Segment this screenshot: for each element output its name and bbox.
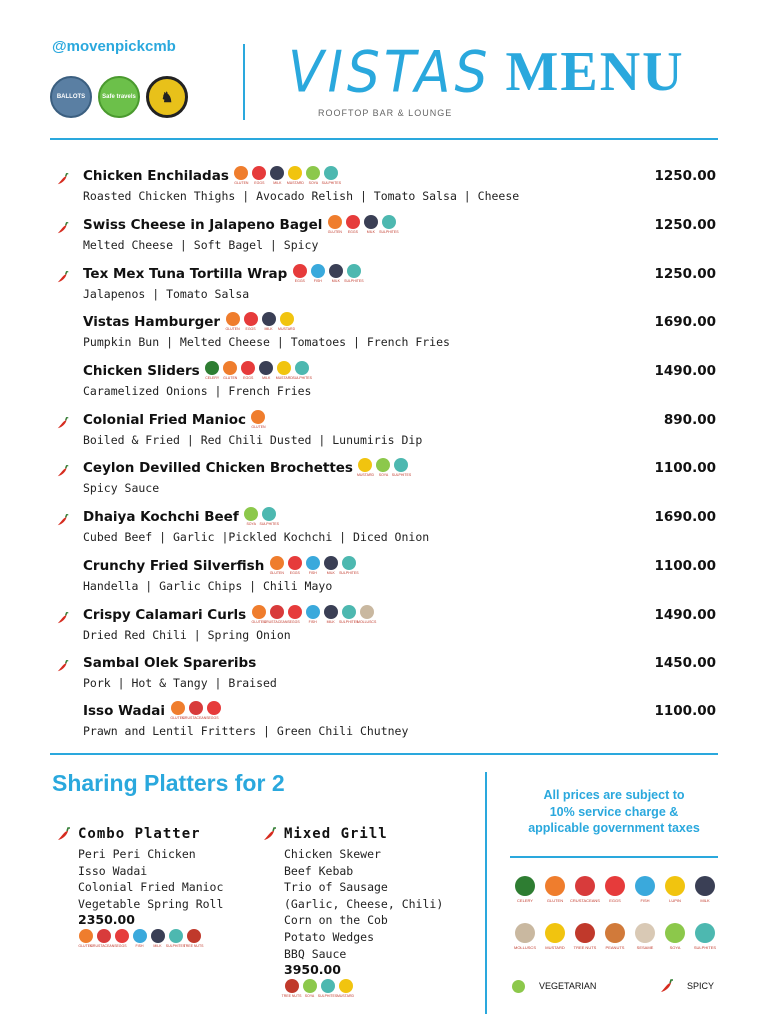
gluten-allergen-icon: GLUTEN <box>251 410 266 429</box>
mollusc-legend-icon: MOLLUSCS <box>510 923 540 950</box>
allergen-icons <box>244 507 277 526</box>
platter-name <box>56 826 223 842</box>
soya-allergen-icon: SOYA <box>376 458 391 477</box>
gluten-allergen-icon: GLUTEN <box>269 556 284 575</box>
menu-item-name: Sambal Olek Spareribs <box>83 655 257 671</box>
menu-item-price: 890.00 <box>663 412 716 428</box>
menu-item-name: Isso Wadai GLUTEN CRUSTACEANS EGGS <box>83 703 221 720</box>
sulphites-allergen-icon: SULPHITES <box>346 264 361 283</box>
badges <box>50 76 188 118</box>
header-rule <box>50 138 718 140</box>
gluten-legend-icon: GLUTEN <box>540 876 570 903</box>
crust-legend-icon: CRUSTACEANS <box>570 876 600 903</box>
notice-line: All prices are subject to <box>543 788 685 802</box>
menu-item <box>50 168 718 214</box>
menu-item-description: Pork | Hot & Tangy | Braised <box>83 676 277 690</box>
brand-title <box>288 40 685 104</box>
platter-item: Colonial Fried Manioc <box>78 880 224 895</box>
mustard-allergen-icon: MUSTARD <box>288 166 303 185</box>
menu-item-price: 1250.00 <box>654 217 716 233</box>
spicy-label: SPICY <box>686 981 714 991</box>
treenuts-legend-icon: TREE NUTS <box>570 923 600 950</box>
milk-allergen-icon: MILK <box>323 556 338 575</box>
menu-item <box>50 655 718 701</box>
brand-menu: MENU <box>505 41 685 103</box>
platter-allergens <box>281 979 443 999</box>
menu-item <box>50 217 718 263</box>
fish-legend-icon: FISH <box>630 876 660 903</box>
sharing-divider <box>485 772 487 1014</box>
seal-badge: ♞ <box>146 76 188 118</box>
chili-icon <box>56 416 70 430</box>
platter-allergens <box>78 929 223 948</box>
milk-allergen-icon: MILK <box>270 166 285 185</box>
fish-allergen-icon: FISH <box>305 605 320 624</box>
lupin-legend-icon: LUPIN <box>660 876 690 903</box>
menu-item-price: 1100.00 <box>654 703 716 719</box>
soya-allergen-icon: SOYA <box>244 507 259 526</box>
sesame-legend-icon: SESAME <box>630 923 660 950</box>
allergen-legend <box>510 876 720 950</box>
sulphites-allergen-icon: SULPHITES <box>320 979 335 998</box>
mustard-allergen-icon: MUSTARD <box>358 458 373 477</box>
spicy-legend <box>659 978 718 994</box>
crust-allergen-icon: CRUSTACEANS <box>188 701 203 720</box>
eggs-allergen-icon: EGGS <box>252 166 267 185</box>
sulphites-allergen-icon: SULPHITES <box>295 361 310 380</box>
menu-item-price: 1490.00 <box>654 363 716 379</box>
diet-legend <box>512 978 718 994</box>
menu-item-description: Melted Cheese | Soft Bagel | Spicy <box>83 238 319 252</box>
gluten-allergen-icon: GLUTEN <box>78 929 93 948</box>
sharing-title: Sharing Platters for 2 <box>52 770 285 796</box>
platter-item: Trio of Sausage <box>284 880 388 895</box>
menu-item <box>50 607 718 653</box>
eggs-allergen-icon: EGGS <box>206 701 221 720</box>
peanuts-legend-icon: PEANUTS <box>600 923 630 950</box>
menu-item-name: Colonial Fried Manioc GLUTEN <box>83 412 266 429</box>
section-rule <box>50 753 718 755</box>
price-notice <box>508 787 720 837</box>
platter-price: 3950.00 <box>284 962 341 978</box>
menu-item-price: 1450.00 <box>654 655 716 671</box>
mustard-allergen-icon: MUSTARD <box>279 312 294 331</box>
sulphites-allergen-icon: SULPHITES <box>341 605 356 624</box>
treenuts-allergen-icon: TREE NUTS <box>284 979 299 998</box>
fish-allergen-icon: FISH <box>305 556 320 575</box>
sulphites-allergen-icon: SULPHITES <box>168 929 183 948</box>
sulphites-allergen-icon: SULPHITES <box>341 556 356 575</box>
platter-item: Beef Kebab <box>284 863 354 878</box>
menu-item-name: Crunchy Fried Silverfish GLUTEN EGGS FISH MILK SULPHITES <box>83 558 359 575</box>
platter-combo <box>56 826 223 948</box>
platter-items <box>78 846 223 912</box>
crust-allergen-icon: CRUSTACEANS <box>96 929 111 948</box>
platter-mixed-grill <box>262 826 443 998</box>
platter-item: Peri Peri Chicken <box>78 847 196 861</box>
platter-price: 2350.00 <box>78 912 135 928</box>
allergen-icons <box>356 458 412 477</box>
mustard-legend-icon: MUSTARD <box>540 923 570 950</box>
allergen-icons <box>234 166 342 185</box>
platter-item: Corn on the Cob <box>284 913 388 928</box>
milk-allergen-icon: MILK <box>150 929 165 948</box>
sulphites-allergen-icon: SULPHITES <box>262 507 277 526</box>
allergen-icons <box>269 556 359 575</box>
milk-allergen-icon: MILK <box>323 605 338 624</box>
milk-allergen-icon: MILK <box>259 361 274 380</box>
platter-item: (Garlic, Cheese, Chili) <box>284 896 444 911</box>
soya-legend-icon: SOYA <box>660 923 690 950</box>
platter-name-text: Combo Platter <box>78 826 201 842</box>
tagline: ROOFTOP BAR & LOUNGE <box>318 108 453 118</box>
crust-allergen-icon: CRUSTACEANS <box>269 605 284 624</box>
milk-allergen-icon: MILK <box>261 312 276 331</box>
milk-allergen-icon: MILK <box>328 264 343 283</box>
menu-item-name: Swiss Cheese in Jalapeno Bagel GLUTEN EGGS MILK SULPHITES <box>83 217 399 234</box>
treenuts-allergen-icon: TREE NUTS <box>186 929 201 948</box>
menu-item-name: Chicken Sliders CELERY GLUTEN EGGS MILK MUSTARD SULPHITES <box>83 363 312 380</box>
chili-icon <box>56 172 70 186</box>
platter-item: Potato Wedges <box>284 929 375 944</box>
chili-icon <box>56 611 70 625</box>
menu-item-name: Ceylon Devilled Chicken Brochettes MUSTARD SOYA SULPHITES <box>83 460 412 477</box>
platter-items <box>284 846 443 962</box>
gluten-allergen-icon: GLUTEN <box>327 215 342 234</box>
menu-item-price: 1100.00 <box>654 558 716 574</box>
allergen-icons <box>170 701 221 720</box>
platter-name <box>262 826 443 842</box>
header-divider <box>243 44 245 120</box>
menu-item <box>50 314 718 360</box>
menu-item-price: 1690.00 <box>654 314 716 330</box>
eggs-allergen-icon: EGGS <box>345 215 360 234</box>
menu-item-price: 1250.00 <box>654 168 716 184</box>
gluten-allergen-icon: GLUTEN <box>170 701 185 720</box>
menu-item-price: 1490.00 <box>654 607 716 623</box>
ballots-badge: BALLOTS <box>50 76 92 118</box>
milk-allergen-icon: MILK <box>363 215 378 234</box>
gluten-allergen-icon: GLUTEN <box>251 605 266 624</box>
brand-script: VISTAS <box>288 40 492 106</box>
menu-item-name: Crispy Calamari Curls GLUTEN CRUSTACEANS EGGS FISH MILK SULPHITES MOLLUSCS <box>83 607 377 624</box>
chili-icon <box>56 221 70 235</box>
chili-icon <box>659 978 675 994</box>
menu-item-name: Tex Mex Tuna Tortilla Wrap EGGS FISH MILK SULPHITES <box>83 266 364 283</box>
menu-item-description: Roasted Chicken Thighs | Avocado Relish | Tomato Salsa | Cheese <box>83 189 520 203</box>
milk-legend-icon: MILK <box>690 876 720 903</box>
menu-item-description: Spicy Sauce <box>83 481 160 495</box>
menu-item-name: Chicken Enchiladas GLUTEN EGGS MILK MUSTARD SOYA SULPHITES <box>83 168 342 185</box>
eggs-allergen-icon: EGGS <box>243 312 258 331</box>
gluten-allergen-icon: GLUTEN <box>234 166 249 185</box>
eggs-allergen-icon: EGGS <box>287 556 302 575</box>
notice-line: 10% service charge & <box>549 804 679 819</box>
menu-item-price: 1250.00 <box>654 266 716 282</box>
menu-item <box>50 509 718 555</box>
platter-item: Isso Wadai <box>78 863 148 878</box>
platter-item: Vegetable Spring Roll <box>78 896 224 911</box>
menu-item-price: 1100.00 <box>654 460 716 476</box>
platter-item: Chicken Skewer <box>284 847 381 861</box>
chili-icon <box>56 513 70 527</box>
menu-item <box>50 460 718 506</box>
menu-item <box>50 558 718 604</box>
eggs-legend-icon: EGGS <box>600 876 630 903</box>
vegetarian-icon <box>512 980 525 993</box>
eggs-allergen-icon: EGGS <box>292 264 307 283</box>
menu-item-description: Cubed Beef | Garlic |Pickled Kochchi | Diced Onion <box>83 530 430 544</box>
gluten-allergen-icon: GLUTEN <box>225 312 240 331</box>
fish-allergen-icon: FISH <box>132 929 147 948</box>
mustard-allergen-icon: MUSTARD <box>277 361 292 380</box>
menu-item-name: Dhaiya Kochchi Beef SOYA SULPHITES <box>83 509 279 526</box>
vegetarian-label: VEGETARIAN <box>539 981 597 991</box>
menu-item-description: Boiled & Fried | Red Chili Dusted | Lunumiris Dip <box>83 433 423 447</box>
sulphites-allergen-icon: SULPHITES <box>381 215 396 234</box>
chili-icon <box>56 826 72 842</box>
sulphites-legend-icon: SULPHITES <box>690 923 720 950</box>
celery-legend-icon: CELERY <box>510 876 540 903</box>
platter-item: BBQ Sauce <box>284 946 347 961</box>
mustard-allergen-icon: MUSTARD <box>338 979 353 998</box>
sulphites-allergen-icon: SULPHITES <box>324 166 339 185</box>
eggs-allergen-icon: EGGS <box>287 605 302 624</box>
allergen-icons <box>292 264 364 283</box>
menu-item-name: Vistas Hamburger GLUTEN EGGS MILK MUSTARD <box>83 314 296 331</box>
menu-item-description: Prawn and Lentil Fritters | Green Chili Chutney <box>83 724 409 738</box>
menu-item-description: Pumpkin Bun | Melted Cheese | Tomatoes | French Fries <box>83 335 450 349</box>
menu-item-description: Jalapenos | Tomato Salsa <box>83 287 250 301</box>
gluten-allergen-icon: GLUTEN <box>223 361 238 380</box>
menu-item-description: Caramelized Onions | French Fries <box>83 384 312 398</box>
menu-item-description: Dried Red Chili | Spring Onion <box>83 628 291 642</box>
menu-item <box>50 266 718 312</box>
chili-icon <box>56 659 70 673</box>
legend-rule <box>510 856 718 858</box>
menu-item-price: 1690.00 <box>654 509 716 525</box>
menu-item <box>50 703 718 749</box>
notice-line: applicable government taxes <box>528 821 700 835</box>
soya-allergen-icon: SOYA <box>306 166 321 185</box>
mollusc-allergen-icon: MOLLUSCS <box>359 605 374 624</box>
allergen-icons <box>251 605 377 624</box>
menu-item <box>50 412 718 458</box>
platter-name-text: Mixed Grill <box>284 826 388 842</box>
celery-allergen-icon: CELERY <box>205 361 220 380</box>
soya-allergen-icon: SOYA <box>302 979 317 998</box>
fish-allergen-icon: FISH <box>310 264 325 283</box>
allergen-icons <box>225 312 294 331</box>
eggs-allergen-icon: EGGS <box>241 361 256 380</box>
eggs-allergen-icon: EGGS <box>114 929 129 948</box>
chili-icon <box>262 826 278 842</box>
allergen-icons <box>327 215 399 234</box>
safe-travels-badge: Safe travels <box>98 76 140 118</box>
sulphites-allergen-icon: SULPHITES <box>394 458 409 477</box>
social-handle: @movenpickcmb <box>52 38 176 55</box>
menu-item <box>50 363 718 409</box>
chili-icon <box>56 464 70 478</box>
chili-icon <box>56 270 70 284</box>
menu-item-description: Handella | Garlic Chips | Chili Mayo <box>83 579 333 593</box>
allergen-icons <box>205 361 310 380</box>
allergen-icons <box>251 410 266 429</box>
